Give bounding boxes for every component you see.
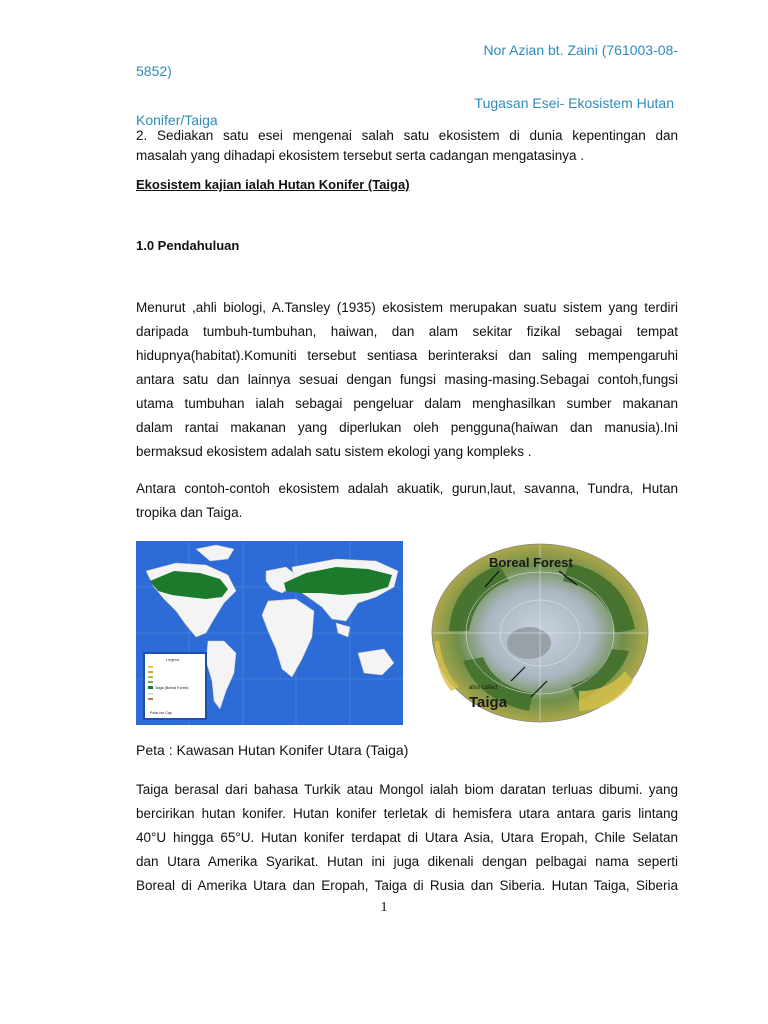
author-line-2: 5852) <box>136 63 172 79</box>
page-number: 1 <box>380 900 388 915</box>
paragraph-line: utama tumbuhan ialah sebagai pengeluar dalam menghasilkan sumber makanan <box>136 396 678 411</box>
legend-polar-label: Polar Ice Cap <box>150 711 172 715</box>
assignment-line-2: Konifer/Taiga <box>136 112 218 128</box>
author-line-1: Nor Azian bt. Zaini (761003-08- <box>483 42 678 58</box>
map-legend <box>144 653 206 719</box>
paragraph-intro <box>136 296 678 464</box>
greenland <box>507 627 551 659</box>
question-line: masalah yang dihadapi ekosistem tersebut serta cadangan mengatasinya . <box>136 148 585 163</box>
assignment-line-1: Tugasan Esei- Ekosistem Hutan <box>474 95 674 111</box>
paragraph-line: daripada tumbuh-tumbuhan, haiwan, dan alam sekitar fizikal sebagai tempat <box>136 324 678 339</box>
legend-taiga-label: Taiga (Boreal Forest) <box>155 686 189 690</box>
world-taiga-map <box>136 541 403 725</box>
taiga-label: Taiga <box>469 694 508 711</box>
polar-boreal-map <box>429 541 651 726</box>
question-line: 2. Sediakan satu esei mengenai salah satu ekosistem di dunia kepentingan dan <box>136 128 678 143</box>
paragraph-taiga <box>136 778 678 898</box>
paragraph-line: dan Utara Amerika Syarikat. Hutan ini juga dikenali dengan pelbagai nama seperti <box>136 854 678 869</box>
topic-title: Ekosistem kajian ialah Hutan Konifer (Taiga) <box>136 177 410 192</box>
figure-caption: Peta : Kawasan Hutan Konifer Utara (Taiga) <box>136 742 409 758</box>
paragraph-examples <box>136 477 678 525</box>
assignment-question <box>136 126 678 166</box>
paragraph-line: 40°U hingga 65°U. Hutan konifer terdapat di Utara Asia, Utara Eropah, Chile Selatan <box>136 830 678 845</box>
paragraph-line: dalam rantai makanan yang diperlukan oleh pengguna(haiwan dan manusia).Ini <box>136 420 678 435</box>
paragraph-line: Menurut ,ahli biologi, A.Tansley (1935) ekosistem merupakan suatu sistem yang terdiri <box>136 300 678 315</box>
paragraph-line: Taiga berasal dari bahasa Turkik atau Mongol ialah biom daratan terluas dibumi. yang <box>136 782 678 797</box>
paragraph-line: tropika dan Taiga. <box>136 505 243 520</box>
paragraph-line: hidupnya(habitat).Komuniti tersebut sentiasa berinteraksi dan saling mempengaruhi <box>136 348 678 363</box>
paragraph-line: antara satu dan lainnya sesuai dengan fungsi masing-masing.Sebagai contoh,fungsi <box>136 372 678 387</box>
paragraph-line: Antara contoh-contoh ekosistem adalah akuatik, gurun,laut, savanna, Tundra, Hutan <box>136 481 678 496</box>
section-heading: 1.0 Pendahuluan <box>136 238 240 253</box>
also-called-label: also called <box>469 685 498 691</box>
paragraph-line: bercirikan hutan konifer. Hutan konifer terletak di hemisfera utara antara garis lintang <box>136 806 678 821</box>
paragraph-line: Boreal di Amerika Utara dan Eropah, Taiga di Rusia dan Siberia. Hutan Taiga, Siberia <box>136 878 678 893</box>
paragraph-line: bermaksud ekosistem adalah satu sistem ekologi yang kompleks . <box>136 444 532 459</box>
boreal-forest-label: Boreal Forest <box>489 555 573 570</box>
legend-title: Legend <box>166 657 180 662</box>
